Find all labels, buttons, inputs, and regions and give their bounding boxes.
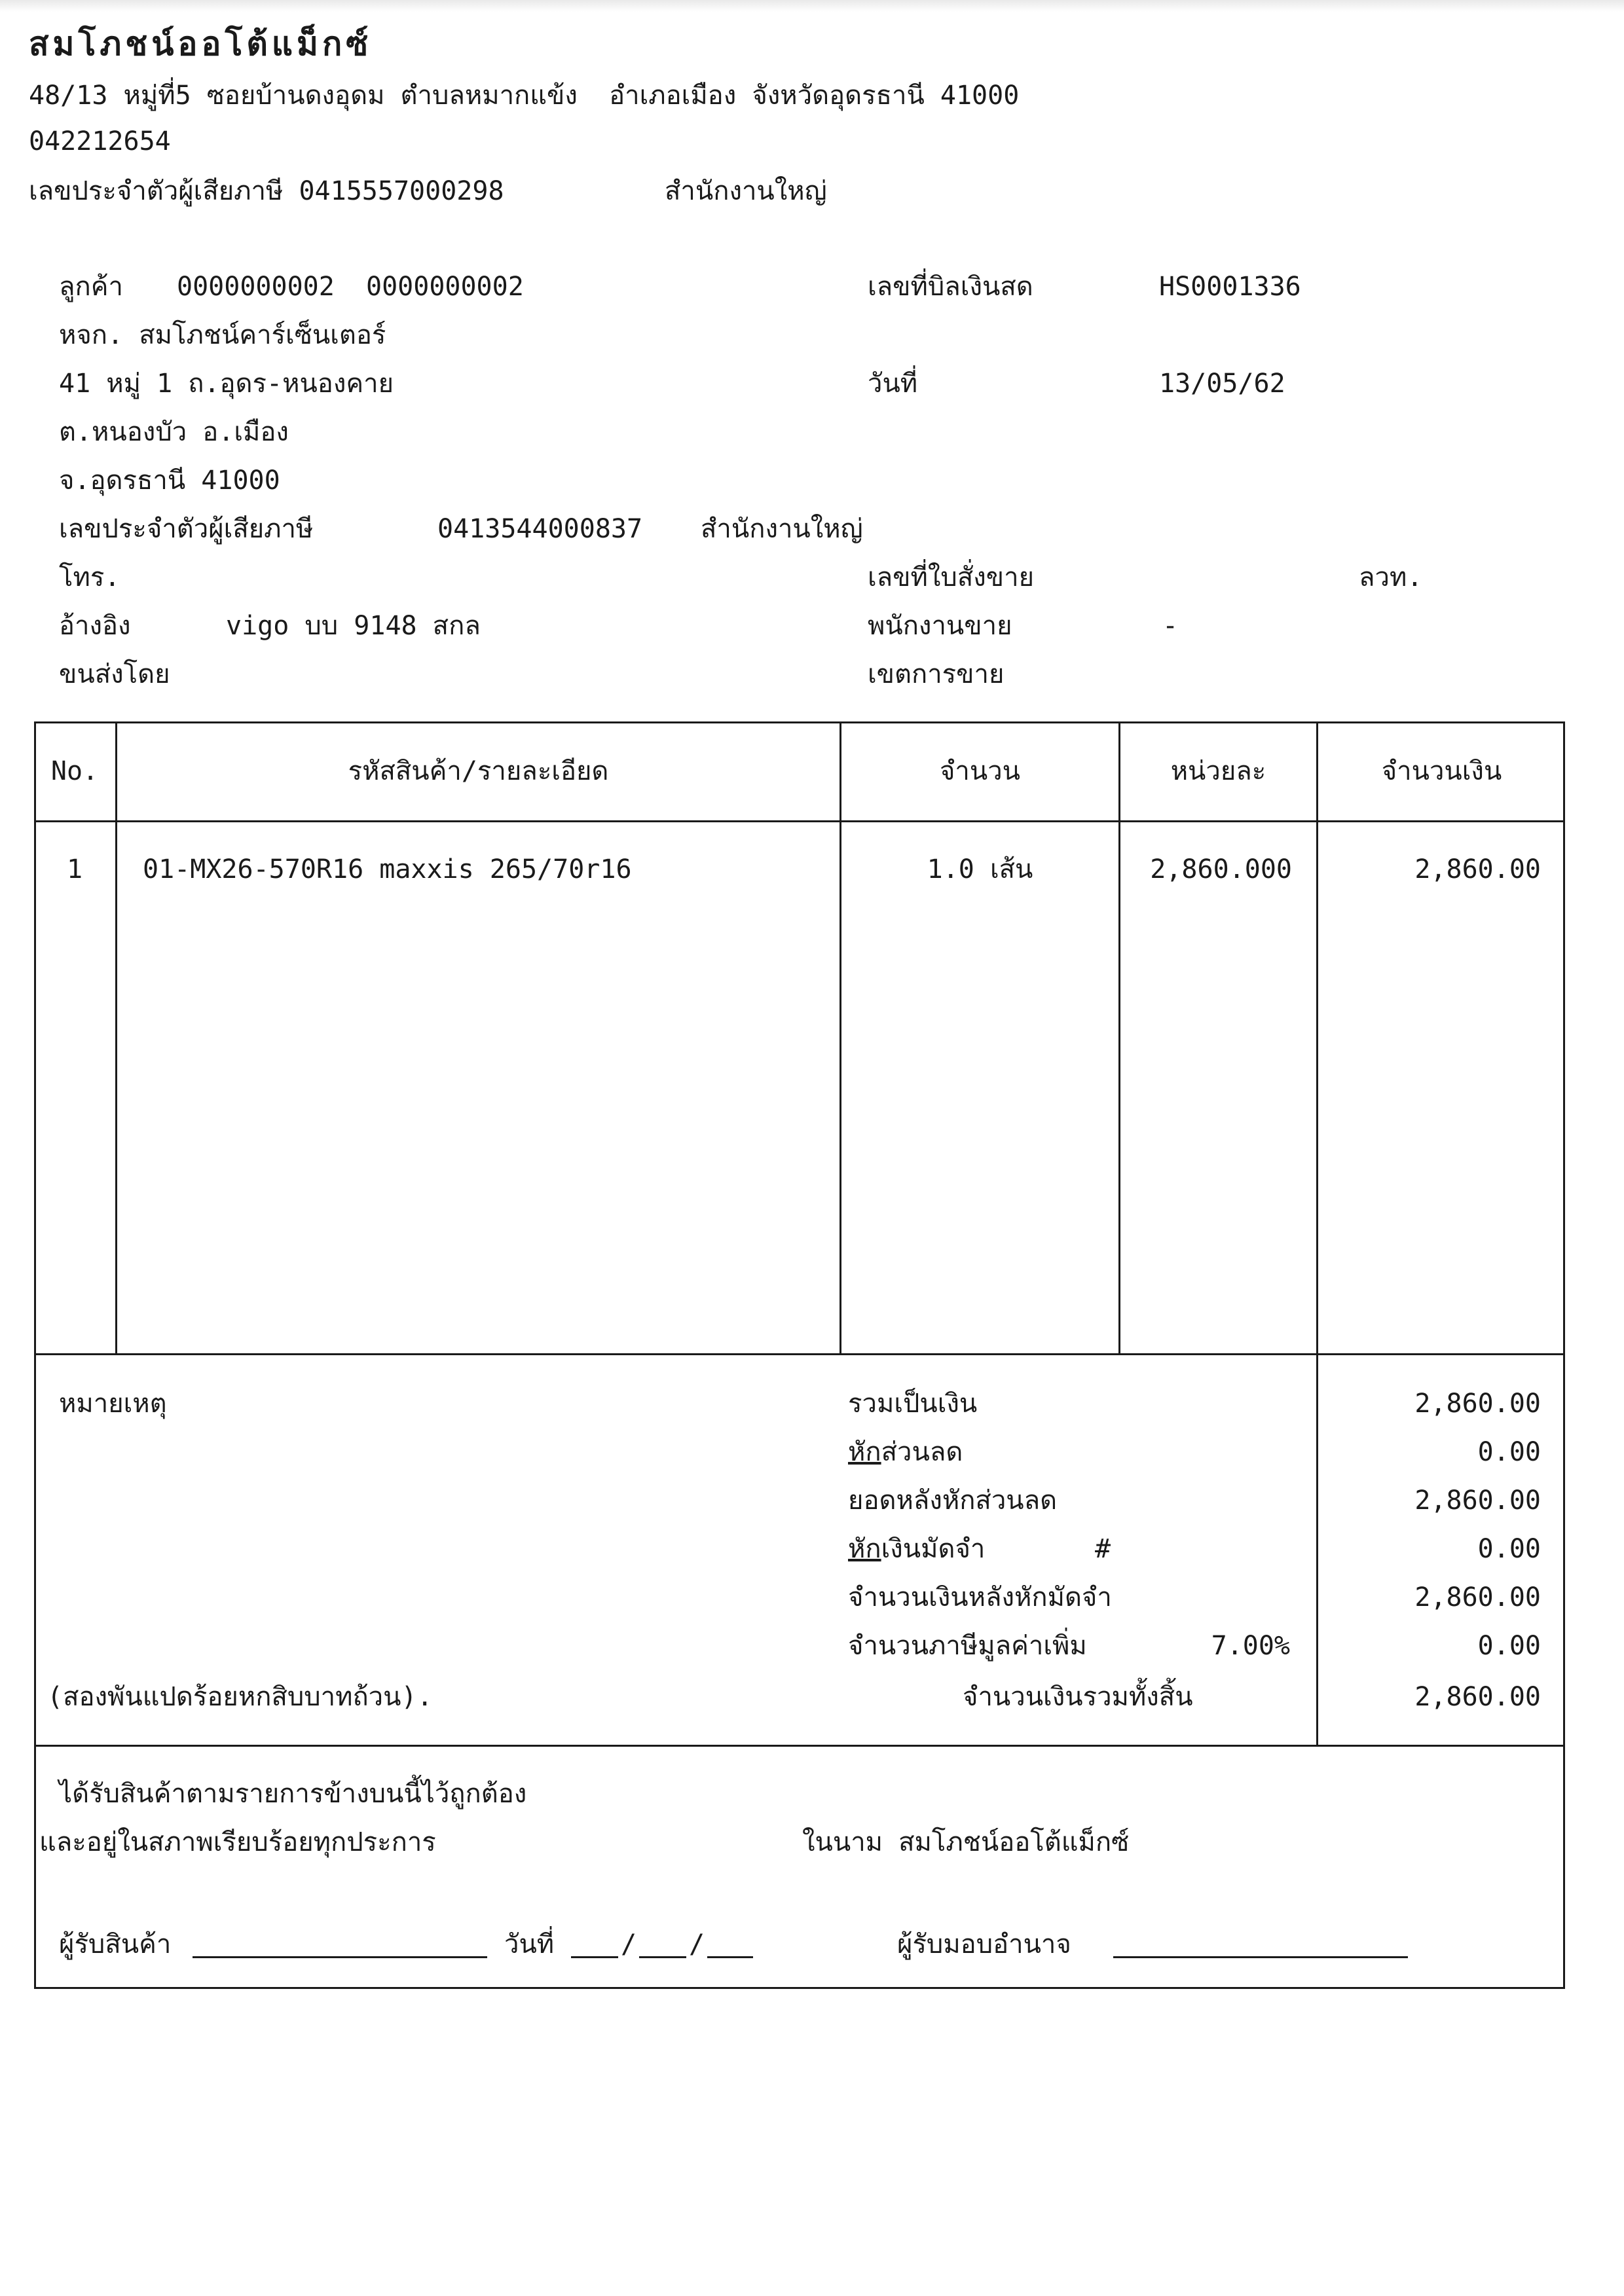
amount-in-words: (สองพันแปดร้อยหกสิบบาทถ้วน).: [47, 1682, 433, 1712]
vat-rate: 7.00%: [1211, 1631, 1290, 1661]
bill-date-label: วันที่: [868, 369, 918, 399]
deposit-number-sign: #: [1095, 1534, 1111, 1564]
subtotal-value: 2,860.00: [1414, 1389, 1541, 1419]
deposit-value: 0.00: [1477, 1534, 1541, 1564]
company-phone: 042212654: [29, 126, 171, 156]
customer-tax-id: 0413544000837: [437, 514, 643, 544]
discount-value: 0.00: [1477, 1437, 1541, 1467]
row-amount: 2,860.00: [1414, 854, 1541, 884]
customer-phone-label: โทร.: [59, 562, 120, 592]
salesperson-label: พนักงานขาย: [868, 611, 1012, 641]
deposit-label: [848, 1536, 985, 1562]
deposit-underlined-prefix: หัก: [848, 1534, 881, 1564]
shipping-label: ขนส่งโดย: [59, 659, 170, 689]
on-behalf-of: ในนาม สมโภชน์ออโต้แม็กซ์: [802, 1827, 1130, 1857]
authorized-label: ผู้รับมอบอำนาจ: [897, 1929, 1071, 1959]
vat-label: จำนวนภาษีมูลค่าเพิ่ม: [848, 1631, 1087, 1661]
date-separator-2: /: [689, 1929, 705, 1959]
after-deposit-label: จำนวนเงินหลังหักมัดจำ: [848, 1582, 1112, 1613]
paper-edge-shadow: [0, 0, 1624, 12]
row-description: 01-MX26-570R16 maxxis 265/70r16: [143, 854, 632, 884]
receive-date-label: วันที่: [504, 1929, 555, 1959]
discount-label: [848, 1439, 963, 1465]
customer-address-1: 41 หมู่ 1 ถ.อุดร-หนองคาย: [59, 369, 394, 399]
sales-order-value: ลวท.: [1359, 562, 1423, 592]
deposit-label-text: เงินมัดจำ: [881, 1534, 986, 1564]
company-branch: สำนักงานใหญ่: [665, 176, 827, 206]
grand-total-value: 2,860.00: [1414, 1682, 1541, 1712]
received-statement-2: และอยู่ในสภาพเรียบร้อยทุกประการ: [39, 1827, 436, 1857]
table-header-divider: [34, 820, 1565, 822]
customer-label: ลูกค้า: [59, 272, 123, 302]
bill-number-label: เลขที่บิลเงินสด: [868, 272, 1033, 302]
header-quantity: จำนวน: [939, 756, 1021, 786]
receiver-label: ผู้รับสินค้า: [59, 1929, 172, 1959]
customer-code: 0000000002 0000000002: [177, 272, 524, 302]
discount-underlined-prefix: หัก: [848, 1437, 881, 1467]
receive-date-month-line: [639, 1956, 686, 1958]
customer-tax-label: เลขประจำตัวผู้เสียภาษี: [59, 514, 314, 544]
authorized-signature-line: [1113, 1956, 1408, 1958]
grand-total-label: จำนวนเงินรวมทั้งสิ้น: [963, 1682, 1193, 1712]
col-divider-3: [1118, 721, 1120, 1355]
customer-branch: สำนักงานใหญ่: [701, 514, 863, 544]
row-no: 1: [66, 854, 83, 884]
date-separator-1: /: [621, 1929, 637, 1959]
vat-value: 0.00: [1477, 1631, 1541, 1661]
received-statement-1: ได้รับสินค้าตามรายการข้างบนนี้ไว้ถูกต้อง: [59, 1779, 527, 1809]
bill-date-value: 13/05/62: [1159, 369, 1285, 399]
customer-address-2: ต.หนองบัว อ.เมือง: [59, 417, 289, 447]
sales-area-label: เขตการขาย: [868, 659, 1005, 689]
header-no: No.: [50, 756, 99, 786]
items-table: [34, 721, 1565, 1355]
after-discount-label: ยอดหลังหักส่วนลด: [848, 1485, 1058, 1516]
row-unit-price: 2,860.000: [1150, 854, 1292, 884]
customer-address-3: จ.อุดรธานี 41000: [59, 465, 280, 496]
row-quantity: 1.0 เส้น: [927, 854, 1033, 884]
customer-name: หจก. สมโภชน์คาร์เซ็นเตอร์: [59, 320, 386, 350]
col-divider-2: [840, 721, 841, 1355]
subtotal-label: รวมเป็นเงิน: [848, 1389, 978, 1419]
header-amount: จำนวนเงิน: [1381, 756, 1502, 786]
header-description: รหัสสินค้า/รายละเอียด: [348, 756, 609, 786]
sales-order-label: เลขที่ใบสั่งขาย: [868, 562, 1035, 592]
discount-label-text: ส่วนลด: [881, 1437, 963, 1467]
col-divider-1: [115, 721, 117, 1355]
after-deposit-value: 2,860.00: [1414, 1582, 1541, 1613]
bill-number-value: HS0001336: [1159, 272, 1301, 302]
reference-label: อ้างอิง: [59, 611, 131, 641]
salesperson-value: -: [1162, 611, 1179, 641]
receive-date-year-line: [707, 1956, 753, 1958]
after-discount-value: 2,860.00: [1414, 1485, 1541, 1516]
col-divider-4: [1316, 721, 1318, 1355]
company-address: 48/13 หมู่ที่5 ซอยบ้านดงอุดม ตำบลหมากแข้ง อำเภอเมือง จังหวัดอุดรธานี 41000: [29, 81, 1020, 111]
company-name: สมโภชน์ออโต้แม็กซ์: [29, 25, 373, 63]
company-tax-id: เลขประจำตัวผู้เสียภาษี 0415557000298: [29, 176, 504, 206]
receiver-signature-line: [193, 1956, 487, 1958]
reference-value: vigo บบ 9148 สกล: [226, 611, 481, 641]
receive-date-day-line: [571, 1956, 618, 1958]
remark-label: หมายเหตุ: [59, 1389, 167, 1419]
header-unit-price: หน่วยละ: [1170, 756, 1266, 786]
